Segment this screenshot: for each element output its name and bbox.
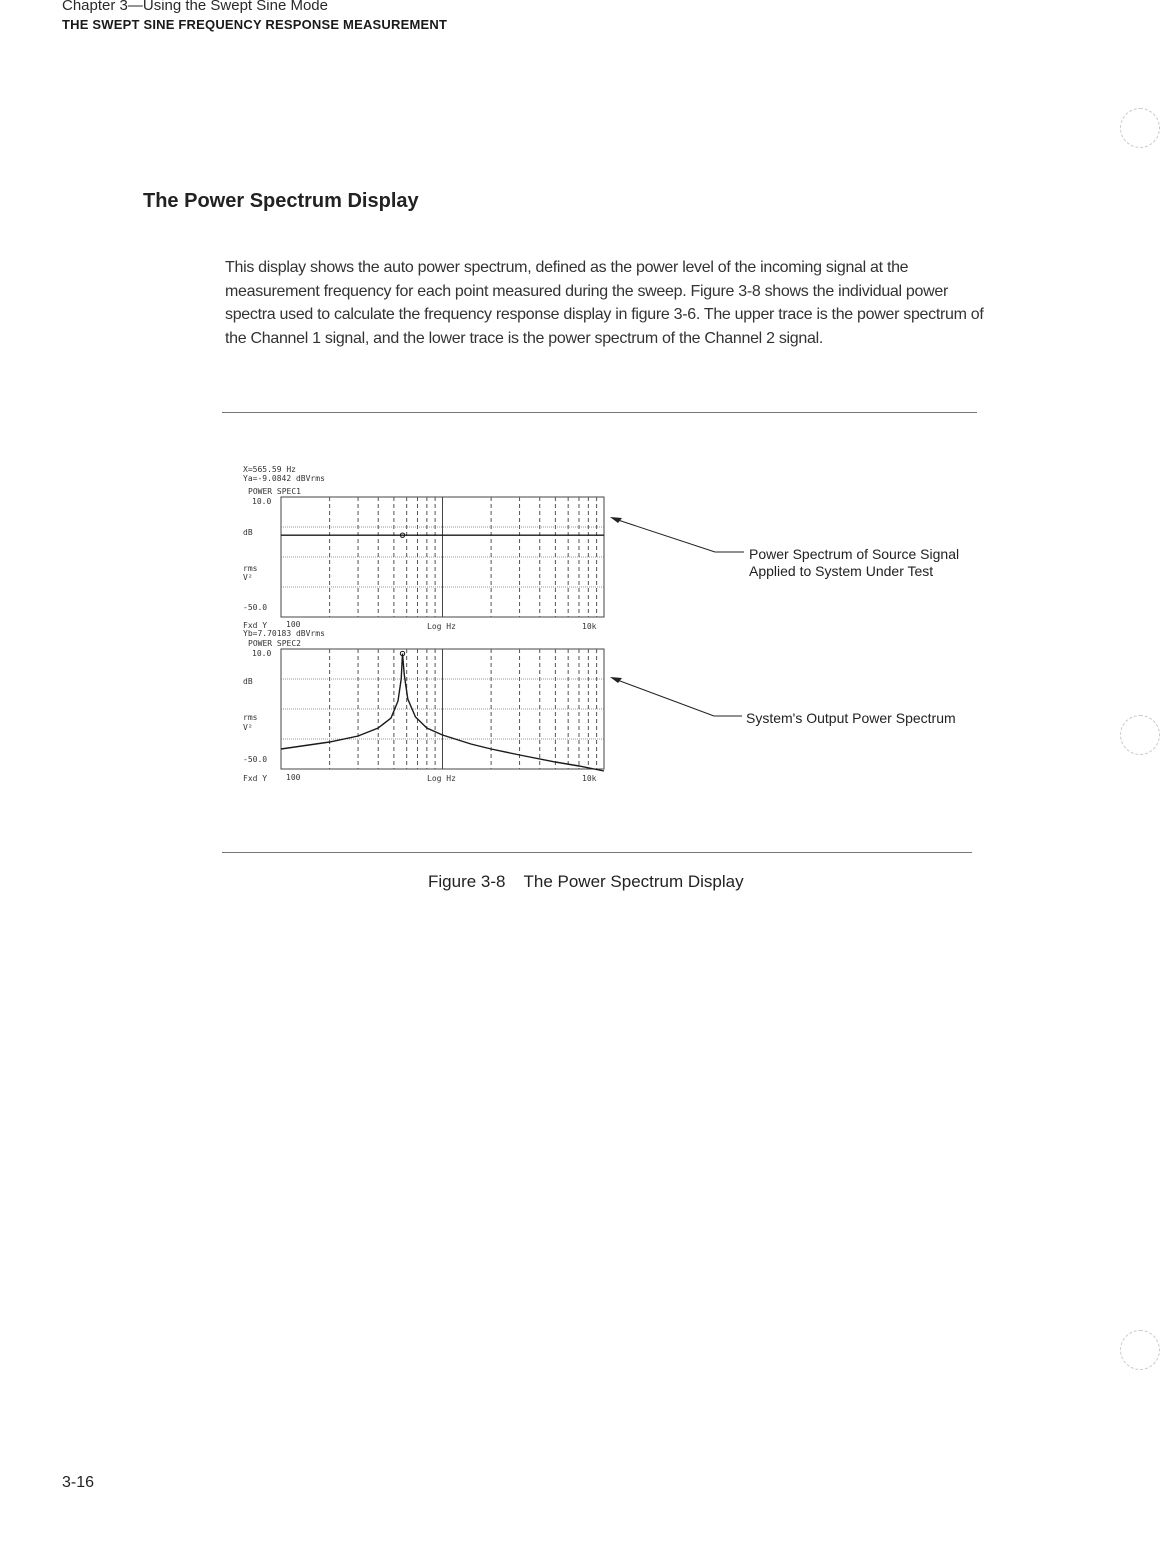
callout-output-spectrum — [746, 710, 956, 727]
page-number: 3-16 — [62, 1474, 95, 1491]
trace-a-x-mid: Log Hz — [427, 622, 456, 631]
trace-b-x-prefix: Fxd Y — [243, 774, 268, 783]
trace-b-label: POWER SPEC2 — [248, 639, 301, 648]
section-title: The Power Spectrum Display — [143, 190, 419, 212]
callout-source-signal — [749, 546, 959, 580]
trace-a-y-bottom: -50.0 — [243, 603, 268, 612]
trace-a-x-prefix: Fxd Y — [243, 621, 268, 630]
section-running-head: THE SWEPT SINE FREQUENCY RESPONSE MEASUREMENT — [62, 17, 448, 32]
callout-arrow-1 — [610, 517, 744, 552]
trace-b-db-unit: dB — [243, 677, 253, 686]
callout-1-line2: Applied to System Under Test — [749, 563, 934, 579]
figure-caption-text: The Power Spectrum Display — [523, 872, 744, 891]
trace-a-x-start: 100 — [286, 620, 301, 629]
trace-a-label: POWER SPEC1 — [248, 487, 301, 496]
body-paragraph: This display shows the auto power spectrum, defined as the power level of the incoming signal at the measurement frequency for each point measured during the sweep. Figure 3-8 shows the individual power spectra used to calculate the frequency response display in figure 3-6. The upper trace is the power spectrum of the Channel 1 signal, and the lower trace is the power spectrum of the Channel 2 signal. — [225, 259, 984, 347]
trace-a-db-unit: dB — [243, 528, 253, 537]
trace-b-y-bottom: -50.0 — [243, 755, 268, 764]
figure-bottom-rule — [222, 852, 972, 853]
figure-number: Figure 3-8 — [428, 872, 506, 891]
trace-a-v2-unit: V² — [243, 573, 253, 582]
trace-a-y-top: 10.0 — [252, 497, 272, 506]
callout-2-line1: System's Output Power Spectrum — [746, 710, 956, 726]
ya-readout: Ya=-9.0842 dBVrms — [243, 474, 325, 483]
trace-a-x-end: 10k — [582, 622, 597, 631]
trace-b-x-end: 10k — [582, 774, 597, 783]
figure-caption — [428, 872, 744, 892]
trace-b-v2-unit: V² — [243, 723, 253, 732]
callout-arrow-2 — [610, 677, 742, 716]
trace-b-x-mid: Log Hz — [427, 774, 456, 783]
chapter-header: Chapter 3—Using the Swept Sine Mode — [62, 0, 328, 14]
trace-b-rms-unit: rms — [243, 713, 258, 722]
x-readout: X=565.59 Hz — [243, 465, 296, 474]
callout-1-line1: Power Spectrum of Source Signal — [749, 546, 960, 562]
trace-b-y-top: 10.0 — [252, 649, 272, 658]
trace-a-rms-unit: rms — [243, 564, 258, 573]
trace-b-x-start: 100 — [286, 773, 301, 782]
plots-group — [281, 497, 604, 771]
yb-readout: Yb=7.70183 dBVrms — [243, 629, 325, 638]
